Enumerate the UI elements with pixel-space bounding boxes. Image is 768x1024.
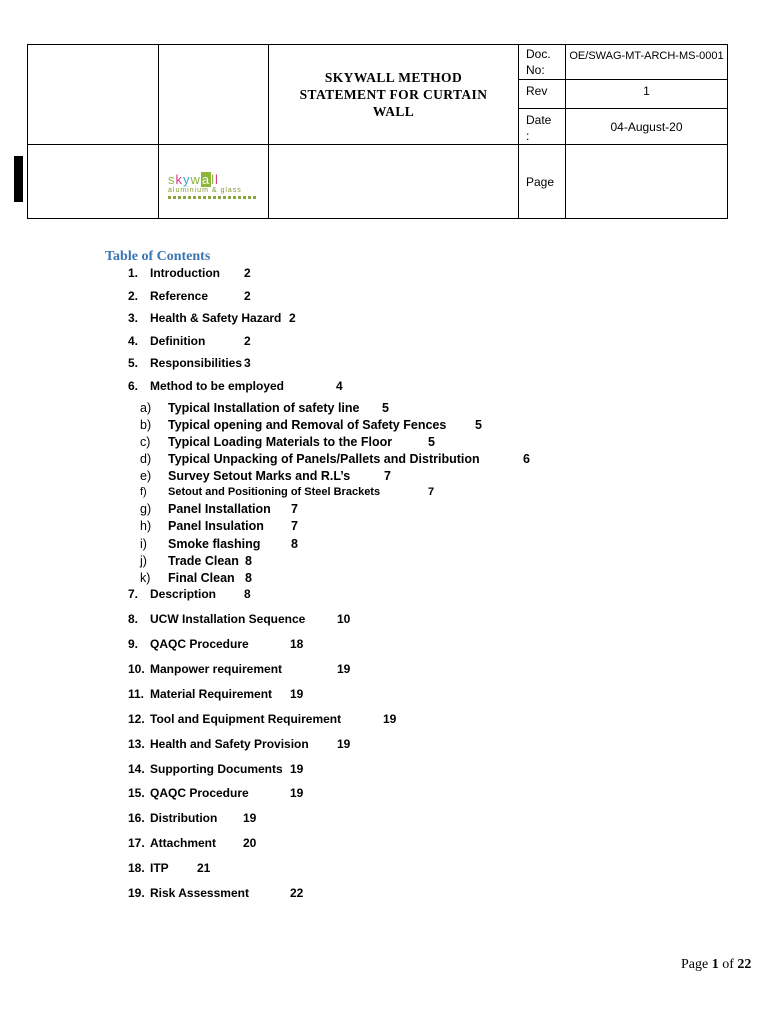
toc-subitem[interactable]: [140, 435, 435, 449]
toc-item-title: Risk Assessment: [150, 886, 249, 900]
logo-letter: s: [168, 172, 176, 187]
toc-item-title: Method to be employed: [150, 379, 285, 393]
toc-item-title: Responsibilities: [150, 356, 243, 370]
toc-item-page: 19: [383, 712, 397, 726]
toc-item-title: QAQC Procedure: [150, 637, 249, 651]
toc-subitem-letter: c): [140, 435, 151, 449]
toc-subitem-title: Smoke flashing: [168, 537, 261, 551]
toc-item-title: Definition: [150, 334, 206, 348]
toc-item[interactable]: [128, 662, 351, 676]
toc-item-page: 19: [290, 687, 304, 701]
toc-subitem-title: Panel Insulation: [168, 519, 264, 533]
header-blank-cell-3: [28, 145, 159, 219]
toc-item-page: 19: [243, 811, 257, 825]
toc-item[interactable]: [128, 811, 257, 825]
toc-item[interactable]: [128, 786, 304, 800]
toc-subitem-title: Panel Installation: [168, 502, 271, 516]
rev-label: Rev: [519, 80, 566, 109]
toc-item[interactable]: [128, 587, 251, 601]
toc-item[interactable]: [128, 334, 251, 348]
toc-subitem-page: 7: [291, 519, 298, 533]
toc-item[interactable]: [128, 687, 304, 701]
page-label: Page: [519, 145, 566, 219]
toc-item-number: 9.: [128, 637, 139, 651]
toc-subitem-page: 7: [428, 486, 435, 498]
document-title: SKYWALL METHOD STATEMENT FOR CURTAIN WALL: [269, 45, 519, 145]
logo-arabic-text: [168, 196, 256, 199]
logo-letter: w: [190, 172, 201, 187]
toc-item-page: 2: [244, 266, 251, 280]
toc-item-title: Reference: [150, 289, 209, 303]
toc-item-page: 8: [244, 587, 251, 601]
toc-item-page: 10: [337, 612, 351, 626]
skywall-logo-wordmark: [168, 172, 258, 187]
toc-item[interactable]: [128, 737, 351, 751]
toc-item-page: 22: [290, 886, 304, 900]
toc-item[interactable]: [128, 311, 296, 325]
toc-subitem-title: Final Clean: [168, 571, 235, 585]
toc-item-number: 3.: [128, 311, 139, 325]
page-number: Page 1 of 22: [681, 957, 752, 972]
toc-subitem-letter: d): [140, 452, 152, 466]
toc-subitem[interactable]: [140, 469, 391, 483]
logo-tagline: aluminium & glass: [168, 187, 242, 194]
toc-item-page: 18: [290, 637, 304, 651]
date-label: Date :: [519, 109, 566, 145]
black-edge-mark: [14, 156, 23, 202]
rev-value: 1: [566, 80, 728, 109]
toc-subitem-title: Setout and Positioning of Steel Brackets: [168, 486, 381, 498]
toc-item-title: Health & Safety Hazard: [150, 311, 282, 325]
toc-subitem-page: 8: [245, 571, 252, 585]
toc-subitem-page: 5: [428, 435, 435, 449]
toc-subitem-page: 6: [523, 452, 530, 466]
toc-subitem-page: 5: [382, 401, 389, 415]
logo-letter: a: [201, 172, 211, 187]
logo-letter: l: [211, 172, 216, 187]
toc-subitem-letter: k): [140, 571, 151, 585]
toc-item-page: 19: [290, 762, 304, 776]
toc-item[interactable]: [128, 712, 397, 726]
toc-item-title: Introduction: [150, 266, 220, 280]
toc-item-number: 12.: [128, 712, 145, 726]
toc-item[interactable]: [128, 289, 251, 303]
toc-item-number: 10.: [128, 662, 145, 676]
toc-item[interactable]: [128, 861, 211, 875]
toc-subitem-page: 8: [291, 537, 298, 551]
logo-letter: y: [183, 172, 191, 187]
toc-subitem[interactable]: [140, 519, 298, 533]
toc-subitem[interactable]: [140, 401, 389, 415]
toc-subitem[interactable]: [140, 452, 530, 466]
toc-subitem-title: Trade Clean: [168, 554, 239, 568]
logo-letter: l: [215, 172, 219, 187]
toc-item[interactable]: [128, 356, 251, 370]
toc-subitem[interactable]: [140, 554, 252, 568]
toc-subitem[interactable]: [140, 571, 252, 585]
toc-item-number: 5.: [128, 356, 139, 370]
toc-subitem-letter: j): [140, 554, 147, 568]
toc-subitem-letter: g): [140, 502, 152, 516]
header-blank-cell-2: [159, 45, 269, 145]
toc-subitem[interactable]: [140, 502, 298, 516]
toc-subitem-page: 7: [384, 469, 391, 483]
toc-subitem-letter: i): [140, 537, 147, 551]
logo-cell: [159, 145, 269, 219]
toc-subitem-letter: b): [140, 418, 152, 432]
toc-subitem-page: 7: [291, 502, 298, 516]
toc-item-title: Supporting Documents: [150, 762, 283, 776]
toc-item-title: Distribution: [150, 811, 218, 825]
toc-item-title: UCW Installation Sequence: [150, 612, 306, 626]
toc-item-number: 18.: [128, 861, 145, 875]
toc-item-number: 19.: [128, 886, 145, 900]
toc-subitem-page: 5: [475, 418, 482, 432]
header-blank-cell: [28, 45, 159, 145]
header-blank-cell-4: [269, 145, 519, 219]
toc-item-page: 19: [337, 737, 351, 751]
toc-item-page: 19: [290, 786, 304, 800]
skywall-logo: [168, 172, 258, 212]
toc-subitem-letter: e): [140, 469, 152, 483]
toc-item-page: 2: [244, 289, 251, 303]
toc-item-number: 8.: [128, 612, 139, 626]
toc-item-page: 20: [243, 836, 257, 850]
toc-item-number: 4.: [128, 334, 139, 348]
toc-subitem-title: Survey Setout Marks and R.L’s: [168, 469, 351, 483]
toc-item-page: 19: [337, 662, 351, 676]
toc-item[interactable]: [128, 266, 251, 280]
toc-item-page: 4: [336, 379, 343, 393]
toc-item-page: 21: [197, 861, 211, 875]
toc-item-number: 1.: [128, 266, 139, 280]
toc-item[interactable]: [128, 886, 304, 900]
toc-item-number: 17.: [128, 836, 145, 850]
toc-subitem-title: Typical Unpacking of Panels/Pallets and Distribution: [168, 452, 480, 466]
toc-subitem-title: Typical opening and Removal of Safety Fences: [168, 418, 447, 432]
toc-item-page: 2: [244, 334, 251, 348]
toc-item-number: 2.: [128, 289, 139, 303]
toc-subitem-title: Typical Loading Materials to the Floor: [168, 435, 393, 449]
toc-item-page: 2: [289, 311, 296, 325]
toc-subitem-letter: f): [140, 486, 147, 498]
toc-subitem[interactable]: [140, 486, 435, 498]
toc-subitem-title: Typical Installation of safety line: [168, 401, 360, 415]
toc-item[interactable]: [128, 762, 304, 776]
toc-item-title: Tool and Equipment Requirement: [150, 712, 342, 726]
toc-item-number: 14.: [128, 762, 145, 776]
logo-letter: k: [175, 172, 183, 187]
toc-item[interactable]: [128, 379, 343, 393]
toc-item-number: 16.: [128, 811, 145, 825]
document-header-table: [27, 44, 728, 219]
doc-no-label: Doc. No:: [519, 45, 566, 80]
toc-subitem[interactable]: [140, 418, 482, 432]
toc-item-title: Description: [150, 587, 217, 601]
date-value: 04-August-20: [566, 109, 728, 145]
toc-item-title: Material Requirement: [150, 687, 273, 701]
toc-item[interactable]: [128, 836, 257, 850]
toc-item-title: ITP: [150, 861, 169, 875]
toc-item-number: 11.: [128, 687, 145, 701]
page-value: [566, 145, 728, 219]
toc-item-number: 13.: [128, 737, 145, 751]
toc-item-title: Attachment: [150, 836, 217, 850]
doc-no-value: OE/SWAG-MT-ARCH-MS-0001: [566, 45, 728, 80]
toc-subitem-letter: a): [140, 401, 152, 415]
toc-item-number: 7.: [128, 587, 139, 601]
toc-title: Table of Contents: [105, 249, 211, 264]
toc-item-number: 6.: [128, 379, 139, 393]
toc-subitem-page: 8: [245, 554, 252, 568]
toc-item[interactable]: [128, 637, 304, 651]
toc-item[interactable]: [128, 612, 351, 626]
toc-item-number: 15.: [128, 786, 145, 800]
toc-item-title: Health and Safety Provision: [150, 737, 309, 751]
toc-subitem-letter: h): [140, 519, 152, 533]
toc-item-title: QAQC Procedure: [150, 786, 249, 800]
toc-subitem[interactable]: [140, 537, 298, 551]
toc-item-title: Manpower requirement: [150, 662, 283, 676]
toc-item-page: 3: [244, 356, 251, 370]
